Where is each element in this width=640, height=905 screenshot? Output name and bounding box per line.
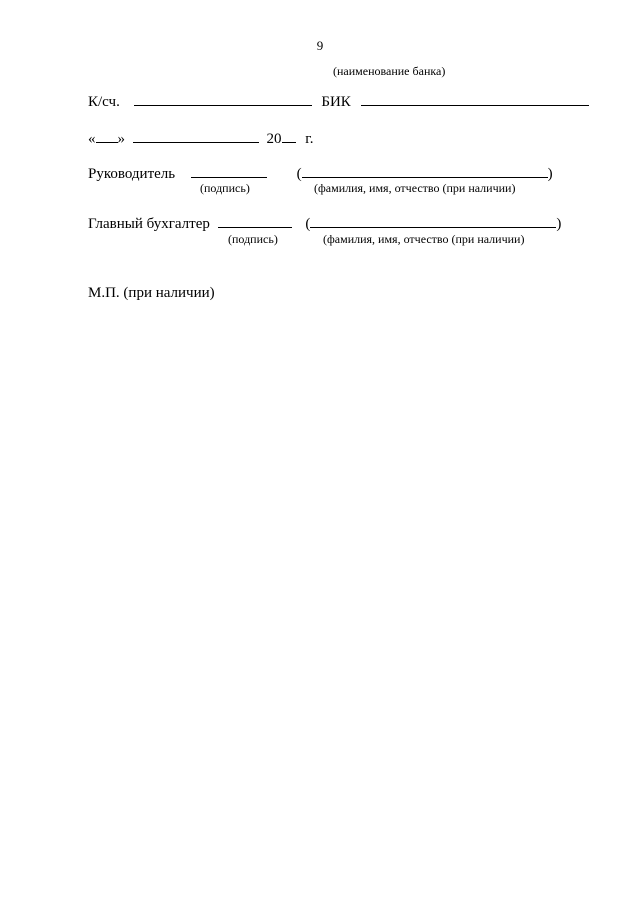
bik-field[interactable]	[361, 104, 589, 106]
chief-accountant-row	[88, 216, 561, 233]
director-signature-caption: (подпись)	[200, 181, 250, 195]
chief-accountant-close-paren: )	[556, 216, 562, 232]
chief-accountant-name-caption: (фамилия, имя, отчество (при наличии)	[323, 232, 525, 246]
bank-name-caption: (наименование банка)	[333, 64, 446, 78]
date-open-quote: «	[88, 131, 96, 147]
account-number-field[interactable]	[134, 104, 312, 106]
director-label: Руководитель	[88, 166, 176, 182]
director-name-caption: (фамилия, имя, отчество (при наличии)	[314, 181, 516, 195]
director-open-paren: (	[296, 166, 302, 182]
chief-accountant-signature-field[interactable]	[218, 226, 292, 228]
account-label: К/сч.	[88, 94, 120, 110]
director-name-field[interactable]	[302, 176, 548, 178]
director-close-paren: )	[547, 166, 553, 182]
director-signature-field[interactable]	[191, 176, 267, 178]
page-number: 9	[316, 38, 324, 53]
year-field[interactable]	[282, 141, 296, 143]
year-suffix: г.	[305, 131, 314, 147]
chief-accountant-label: Главный бухгалтер	[88, 216, 210, 232]
account-row	[88, 94, 589, 111]
chief-accountant-name-field[interactable]	[310, 226, 556, 228]
month-field[interactable]	[133, 141, 259, 143]
bik-label: БИК	[321, 94, 351, 110]
day-field[interactable]	[96, 141, 118, 143]
seal-placeholder: М.П. (при наличии)	[88, 285, 215, 301]
chief-accountant-signature-caption: (подпись)	[228, 232, 278, 246]
chief-accountant-open-paren: (	[305, 216, 311, 232]
year-prefix: 20	[266, 131, 282, 147]
date-row	[88, 131, 313, 148]
date-close-quote: »	[117, 131, 125, 147]
